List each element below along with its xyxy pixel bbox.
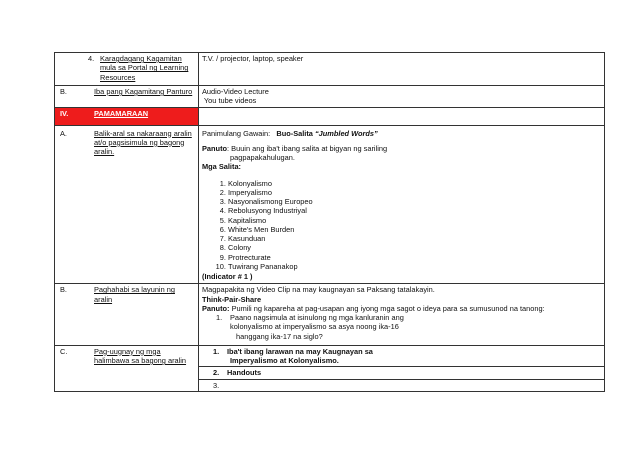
- list-item: 6. White's Men Burden: [228, 225, 601, 234]
- row-number: IV.: [60, 108, 69, 118]
- item-number: 2.: [213, 368, 220, 378]
- row-content-cell: [199, 107, 605, 125]
- row-label-cell: [55, 284, 199, 346]
- content-line: You tube videos: [202, 96, 257, 106]
- row-content-cell: [199, 284, 605, 346]
- row-label-cell: [55, 345, 199, 391]
- panuto-label: Panuto:: [202, 303, 230, 313]
- row-number: C.: [60, 346, 68, 356]
- row-number: A.: [60, 128, 67, 138]
- table-row: [55, 86, 605, 108]
- row-label: Karagdagang Kagamitan mula sa Portal ng Learning Resources: [100, 54, 189, 82]
- item-text: Handouts: [227, 368, 262, 378]
- indicator-label: (Indicator # 1 ): [202, 272, 253, 281]
- row-label-cell: [55, 53, 199, 86]
- question-line: hanggang ika-17 na siglo?: [236, 331, 323, 341]
- words-heading: Mga Salita:: [202, 162, 242, 172]
- row-label-cell: [55, 125, 199, 284]
- table-row: [55, 53, 605, 86]
- list-item: 7. Kasunduan: [228, 234, 601, 243]
- panuto-label: Panuto: [202, 143, 228, 153]
- intro-label: Panimulang Gawain:: [202, 128, 271, 138]
- row-content: T.V. / projector, laptop, speaker: [202, 54, 304, 63]
- list-item: 4. Rebolusyong Industriyal: [228, 206, 601, 215]
- row-content-cell: [199, 345, 605, 391]
- row-number: 4.: [88, 54, 95, 63]
- list-item: 3. Nasyonalismong Europeo: [228, 197, 601, 206]
- question-number: 1.: [216, 313, 223, 322]
- list-item: 8. Colony: [228, 243, 601, 252]
- row-label: Balik-aral sa nakaraang aralin at/o pagsisimula ng bagong aralin.: [94, 128, 192, 156]
- table-row: [55, 284, 605, 346]
- row-number: B.: [60, 87, 67, 96]
- activity-name: Think-Pair-Share: [202, 294, 262, 304]
- content-line: Magpapakita ng Video Clip na may kaugnayan sa Paksang tatalakayin.: [202, 285, 435, 295]
- content-line: Audio-Video Lecture: [202, 87, 269, 96]
- panuto-text: Pumili ng kapareha at pag-usapan ang iyong mga sagot o ideya para sa sumusunod na tanong:: [229, 303, 545, 313]
- row-label-cell: [55, 86, 199, 108]
- section-header-row: [55, 107, 605, 125]
- row-label: Paghahabi sa layunin ng aralin: [94, 285, 175, 304]
- row-number: B.: [60, 285, 67, 295]
- words-list: [202, 179, 601, 272]
- item-text: Iba't ibang larawan na may Kaugnayan sa: [227, 346, 373, 356]
- section-title: PAMAMARAAN: [94, 108, 149, 118]
- panuto-text-cont: pagpapakahulugan.: [230, 153, 295, 162]
- question-line: Paano nagsimula at isinulong ng mga kanluranin ang: [230, 313, 404, 322]
- lesson-plan-table: [54, 52, 605, 392]
- list-item: 1. Kolonyalismo: [228, 179, 601, 188]
- list-item: 10. Tuwirang Pananakop: [228, 262, 601, 271]
- row-label: Iba pang Kagamitang Panturo: [94, 87, 193, 96]
- row-content-cell: [199, 53, 605, 86]
- table-row: [55, 345, 605, 391]
- list-item: 2. Imperyalismo: [228, 188, 601, 197]
- list-item: 9. Protrecturate: [228, 253, 601, 262]
- panuto-text: : Buuin ang iba't ibang salita at bigyan ng sariling: [227, 143, 388, 153]
- row-content-cell: [199, 125, 605, 284]
- question-line: kolonyalismo at imperyalismo sa asya noong ika-16: [230, 322, 399, 332]
- row-content-cell: [199, 86, 605, 108]
- item-number: 3.: [213, 380, 220, 390]
- item-text: Imperyalismo at Kolonyalismo.: [230, 356, 339, 365]
- activity-title: “Jumbled Words”: [314, 128, 378, 138]
- list-item: 5. Kapitalismo: [228, 216, 601, 225]
- row-label-cell: [55, 107, 199, 125]
- row-label: Pag-uugnay ng mga halimbawa sa bagong aralin: [94, 346, 187, 365]
- item-number: 1.: [213, 346, 220, 356]
- activity-name: Buo-Salita: [276, 128, 313, 138]
- table-row: [55, 125, 605, 284]
